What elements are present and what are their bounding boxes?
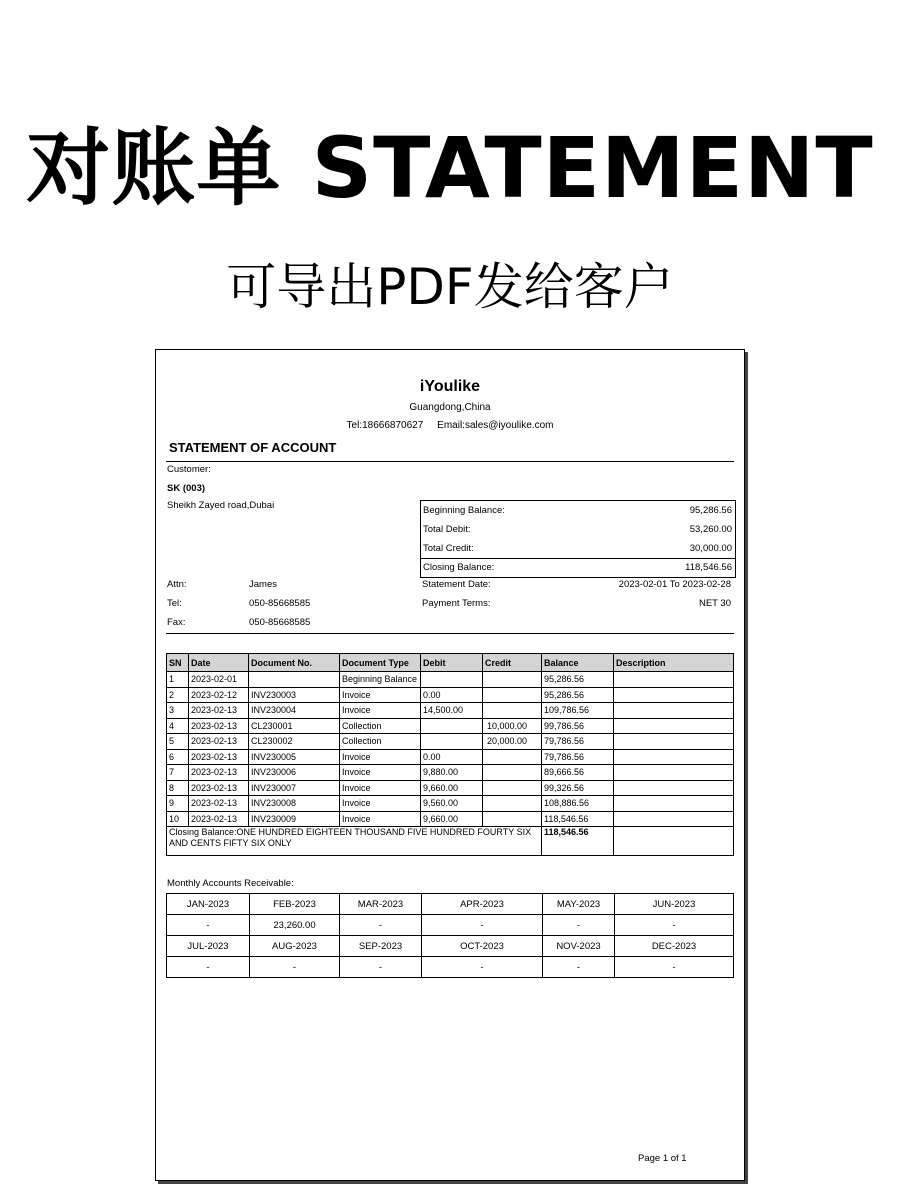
table-cell: 0.00 — [421, 749, 483, 765]
monthly-ar-table — [166, 893, 734, 978]
month-value-row — [167, 957, 734, 978]
company-email: Email:sales@iyoulike.com — [437, 420, 554, 431]
company-tel: Tel:18666870627 — [346, 420, 424, 431]
monthly-ar-body — [167, 894, 734, 978]
beginning-balance-row — [421, 501, 735, 520]
banner-subtitle: 可导出PDF发给客户 — [226, 258, 674, 316]
table-cell: CL230002 — [249, 734, 340, 750]
month-value: - — [422, 957, 543, 978]
transactions-body — [167, 672, 734, 827]
table-cell — [483, 811, 542, 827]
table-cell — [614, 687, 734, 703]
table-cell: 4 — [167, 718, 189, 734]
table-cell — [483, 672, 542, 688]
closing-balance-label: Closing Balance: — [423, 562, 495, 573]
closing-balance-value: 118,546.56 — [685, 562, 732, 573]
column-header: Credit — [483, 654, 542, 672]
fax-value: 050-85668585 — [249, 617, 311, 628]
statement-document — [155, 349, 745, 1181]
table-cell: 9,880.00 — [421, 765, 483, 781]
table-cell — [614, 765, 734, 781]
month-label: JUL-2023 — [167, 936, 250, 957]
table-cell: 9 — [167, 796, 189, 812]
table-cell: 8 — [167, 780, 189, 796]
table-cell — [614, 811, 734, 827]
table-row — [167, 765, 734, 781]
table-cell: INV230005 — [249, 749, 340, 765]
month-value: - — [615, 915, 734, 936]
table-cell: 99,786.56 — [542, 718, 614, 734]
table-cell: INV230009 — [249, 811, 340, 827]
table-cell: 95,286.56 — [542, 672, 614, 688]
header-divider — [166, 633, 734, 634]
table-cell: INV230008 — [249, 796, 340, 812]
table-cell: 5 — [167, 734, 189, 750]
table-cell — [421, 672, 483, 688]
column-header: Date — [189, 654, 249, 672]
month-label: MAR-2023 — [340, 894, 422, 915]
table-cell: 2023-02-12 — [189, 687, 249, 703]
table-cell: 79,786.56 — [542, 749, 614, 765]
table-cell — [614, 749, 734, 765]
attn-value: James — [249, 579, 277, 590]
table-cell: INV230003 — [249, 687, 340, 703]
table-cell: INV230004 — [249, 703, 340, 719]
table-cell: 14,500.00 — [421, 703, 483, 719]
table-cell — [614, 796, 734, 812]
table-cell: 3 — [167, 703, 189, 719]
table-cell — [483, 796, 542, 812]
total-credit-value: 30,000.00 — [689, 543, 732, 554]
table-cell — [483, 780, 542, 796]
closing-balance-description — [614, 827, 734, 856]
month-header-row — [167, 936, 734, 957]
company-contact — [156, 420, 744, 431]
column-header: Debit — [421, 654, 483, 672]
company-name: iYoulike — [419, 378, 481, 395]
table-cell: 108,886.56 — [542, 796, 614, 812]
month-label: FEB-2023 — [250, 894, 340, 915]
month-label: DEC-2023 — [615, 936, 734, 957]
column-header: Description — [614, 654, 734, 672]
balance-summary-box — [420, 500, 736, 578]
table-cell: Collection — [340, 718, 421, 734]
month-value: - — [340, 915, 422, 936]
month-value: - — [250, 957, 340, 978]
table-cell — [614, 672, 734, 688]
total-debit-value: 53,260.00 — [689, 524, 732, 535]
table-row — [167, 734, 734, 750]
table-cell — [483, 687, 542, 703]
total-debit-label: Total Debit: — [423, 524, 471, 535]
table-cell: 7 — [167, 765, 189, 781]
month-value: - — [340, 957, 422, 978]
table-cell: 2023-02-13 — [189, 718, 249, 734]
column-header: Balance — [542, 654, 614, 672]
table-cell: 9,660.00 — [421, 811, 483, 827]
table-cell: 2023-02-13 — [189, 780, 249, 796]
month-label: SEP-2023 — [340, 936, 422, 957]
fax-label: Fax: — [167, 617, 186, 628]
month-label: NOV-2023 — [543, 936, 615, 957]
table-cell: CL230001 — [249, 718, 340, 734]
closing-balance-in-words: Closing Balance:ONE HUNDRED EIGHTEEN THOUSAND FIVE HUNDRED FOURTY SIX AND CENTS FIFTY SIX ONLY — [167, 827, 542, 856]
table-cell: Invoice — [340, 765, 421, 781]
month-label: JUN-2023 — [615, 894, 734, 915]
table-cell: 89,666.56 — [542, 765, 614, 781]
table-cell: 10,000.00 — [483, 718, 542, 734]
table-cell: Invoice — [340, 780, 421, 796]
banner-title: 对账单 STATEMENT — [26, 119, 874, 217]
month-value: - — [167, 915, 250, 936]
table-row — [167, 780, 734, 796]
table-cell: Collection — [340, 734, 421, 750]
month-value: - — [543, 957, 615, 978]
table-row — [167, 749, 734, 765]
month-label: APR-2023 — [422, 894, 543, 915]
table-row — [167, 718, 734, 734]
table-cell: Invoice — [340, 796, 421, 812]
total-credit-row — [421, 539, 735, 558]
company-location: Guangdong,China — [409, 402, 491, 413]
table-cell: 0.00 — [421, 687, 483, 703]
table-cell: Invoice — [340, 703, 421, 719]
statement-date-label: Statement Date: — [422, 579, 491, 590]
table-cell: 10 — [167, 811, 189, 827]
statement-date-value: 2023-02-01 To 2023-02-28 — [618, 579, 731, 590]
table-cell: 20,000.00 — [483, 734, 542, 750]
total-credit-label: Total Credit: — [423, 543, 474, 554]
table-cell — [483, 749, 542, 765]
table-cell: 99,326.56 — [542, 780, 614, 796]
table-cell: 79,786.56 — [542, 734, 614, 750]
monthly-ar-label: Monthly Accounts Receivable: — [167, 878, 294, 889]
month-value: - — [167, 957, 250, 978]
table-cell: 9,660.00 — [421, 780, 483, 796]
closing-balance-row — [421, 558, 735, 577]
table-row — [167, 703, 734, 719]
table-row — [167, 672, 734, 688]
table-row — [167, 811, 734, 827]
table-cell — [614, 718, 734, 734]
month-value: - — [422, 915, 543, 936]
table-header-row — [167, 654, 734, 672]
month-value-row — [167, 915, 734, 936]
tel-value: 050-85668585 — [249, 598, 311, 609]
statement-title: STATEMENT OF ACCOUNT — [169, 440, 337, 455]
month-value: - — [543, 915, 615, 936]
month-header-row — [167, 894, 734, 915]
table-cell: 95,286.56 — [542, 687, 614, 703]
table-cell: 118,546.56 — [542, 811, 614, 827]
closing-balance-amount: 118,546.56 — [542, 827, 614, 856]
customer-label: Customer: — [167, 464, 211, 475]
table-cell: 109,786.56 — [542, 703, 614, 719]
table-cell: 2 — [167, 687, 189, 703]
closing-balance-table-row — [167, 827, 734, 856]
table-row — [167, 796, 734, 812]
table-cell — [249, 672, 340, 688]
beginning-balance-label: Beginning Balance: — [423, 505, 505, 516]
table-cell — [483, 765, 542, 781]
title-divider — [166, 461, 734, 462]
month-label: JAN-2023 — [167, 894, 250, 915]
table-cell: 2023-02-13 — [189, 796, 249, 812]
customer-name: SK (003) — [167, 483, 206, 494]
table-cell: 1 — [167, 672, 189, 688]
table-cell: 2023-02-13 — [189, 749, 249, 765]
month-label: OCT-2023 — [422, 936, 543, 957]
table-cell — [614, 703, 734, 719]
table-cell — [614, 734, 734, 750]
table-cell: 9,560.00 — [421, 796, 483, 812]
table-cell — [421, 734, 483, 750]
table-cell: 2023-02-01 — [189, 672, 249, 688]
month-value: 23,260.00 — [250, 915, 340, 936]
table-cell — [421, 718, 483, 734]
table-cell: INV230006 — [249, 765, 340, 781]
table-cell: 2023-02-13 — [189, 734, 249, 750]
beginning-balance-value: 95,286.56 — [689, 505, 732, 516]
tel-label: Tel: — [167, 598, 182, 609]
table-cell: 2023-02-13 — [189, 765, 249, 781]
table-cell: Beginning Balance — [340, 672, 421, 688]
table-cell: 2023-02-13 — [189, 703, 249, 719]
month-label: MAY-2023 — [543, 894, 615, 915]
customer-address: Sheikh Zayed road,Dubai — [167, 500, 275, 511]
column-header: Document No. — [249, 654, 340, 672]
column-header: Document Type — [340, 654, 421, 672]
table-cell — [483, 703, 542, 719]
page-number: Page 1 of 1 — [638, 1153, 687, 1164]
table-cell: Invoice — [340, 749, 421, 765]
table-cell: 6 — [167, 749, 189, 765]
table-cell — [614, 780, 734, 796]
column-header: SN — [167, 654, 189, 672]
table-cell: 2023-02-13 — [189, 811, 249, 827]
month-label: AUG-2023 — [250, 936, 340, 957]
payment-terms-label: Payment Terms: — [422, 598, 491, 609]
table-cell: Invoice — [340, 811, 421, 827]
table-row — [167, 687, 734, 703]
total-debit-row — [421, 520, 735, 539]
month-value: - — [615, 957, 734, 978]
table-cell: INV230007 — [249, 780, 340, 796]
transactions-table — [166, 653, 734, 856]
attn-label: Attn: — [167, 579, 187, 590]
payment-terms-value: NET 30 — [698, 598, 731, 609]
table-cell: Invoice — [340, 687, 421, 703]
